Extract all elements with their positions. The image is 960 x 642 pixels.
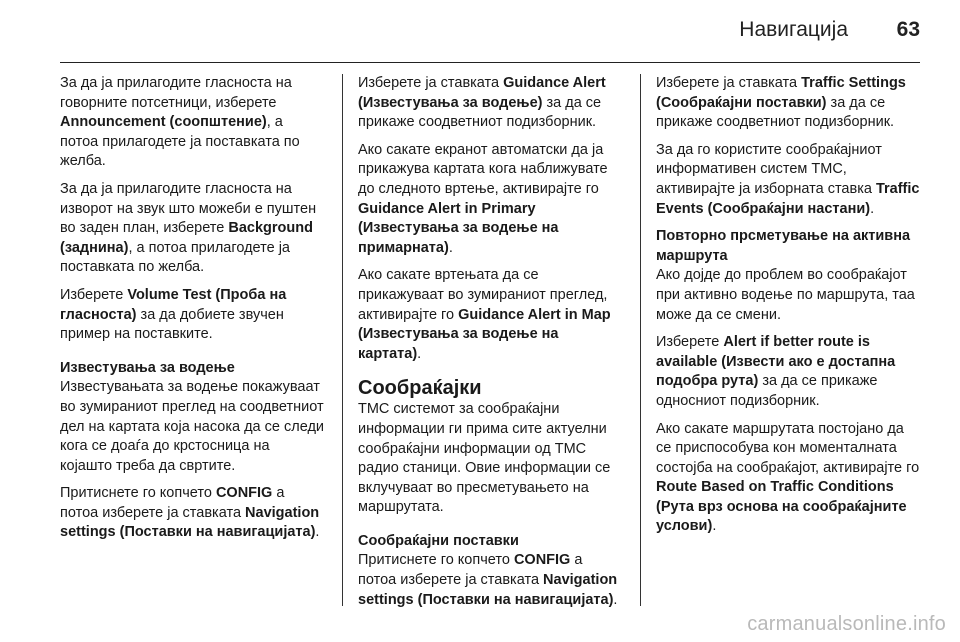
paragraph: Изберете Volume Test (Проба на гласноста) за да добиете звучен пример на поставките. xyxy=(60,286,287,343)
paragraph: Ако дојде до проблем во сообраќајот при активно водење по маршрута, таа може да се смени. xyxy=(656,267,915,323)
paragraph: Ако сакате маршрутата постојано да се приспособува кон моменталната состојба на сообраќајот, активирајте го Route Based on Traffic Conditions (Рута врз основа на сообраќајните услови). xyxy=(656,420,920,535)
column-middle xyxy=(358,74,622,618)
paragraph: Ако сакате екранот автоматски да ја прикажува картата кога наближувате до следното вртење, активирајте го Guidance Alert in Primary (Известувања за водење на примарната). xyxy=(358,141,608,256)
paragraph: За да го користите сообраќајниот информативен систем TMC, активирајте ја изборната ставка Traffic Events (Сообраќајни настани). xyxy=(656,141,920,217)
paragraph: Изберете Alert if better route is available (Извести ако е достапна подобра рута) за да се прикаже односниот подизборник. xyxy=(656,334,896,409)
paragraph: Притиснете го копчето CONFIG а потоа изберете ја ставката Navigation settings (Поставки на навигацијата). xyxy=(60,485,320,541)
page-title: Навигација xyxy=(739,18,848,41)
paragraph: За да ја прилагодите гласноста на говорните потсетници, изберете Announcement (соопштение), а потоа прилагодете ја поставката по желба. xyxy=(60,75,300,170)
page-number: 63 xyxy=(896,18,920,41)
paragraph: Изберете ја ставката Traffic Settings (Сообраќајни поставки) за да се прикаже соодветниот подизборник. xyxy=(656,75,906,131)
section-heading: Известувања за водење xyxy=(60,359,235,376)
column-divider xyxy=(640,74,641,606)
paragraph: За да ја прилагодите гласноста на изворот на звук што можеби е пуштен во заден план, изберете Background (заднина), а потоа прилагодете ја поставката по желба. xyxy=(60,180,317,276)
paragraph: Ако сакате вртењата да се прикажуваат во зумираниот преглед, активирајте го Guidance Alert in Map (Известувања за водење на картата). xyxy=(358,267,611,362)
page-header xyxy=(60,0,920,63)
paragraph: Изберете ја ставката Guidance Alert (Известувања за водење) за да се прикаже соодветниот подизборник. xyxy=(358,75,606,131)
column-right xyxy=(656,74,920,545)
column-left xyxy=(60,74,324,551)
paragraph: Притиснете го копчето CONFIG а потоа изберете ја ставката Navigation settings (Поставки на навигацијата). xyxy=(358,552,618,608)
section-heading: Сообраќајни поставки xyxy=(358,532,519,549)
column-divider xyxy=(342,74,343,606)
watermark: carmanualsonline.info xyxy=(747,613,946,635)
section-title: Сообраќајки xyxy=(358,377,482,400)
paragraph: Известувањата за водење покажуваат во зумираниот преглед на соодветниот дел на картата која насока да се следи кога се доаѓа до крстосница на којашто треба да свртите. xyxy=(60,379,325,474)
section-heading: Повторно прсметување на активна маршрута xyxy=(656,228,911,264)
paragraph: TMC системот за сообраќајни информации ги прима сите актуелни сообраќајни информации од TMC радио станици. Овие информации се вклучуваат во пресметувањето на маршрутата. xyxy=(358,401,611,516)
